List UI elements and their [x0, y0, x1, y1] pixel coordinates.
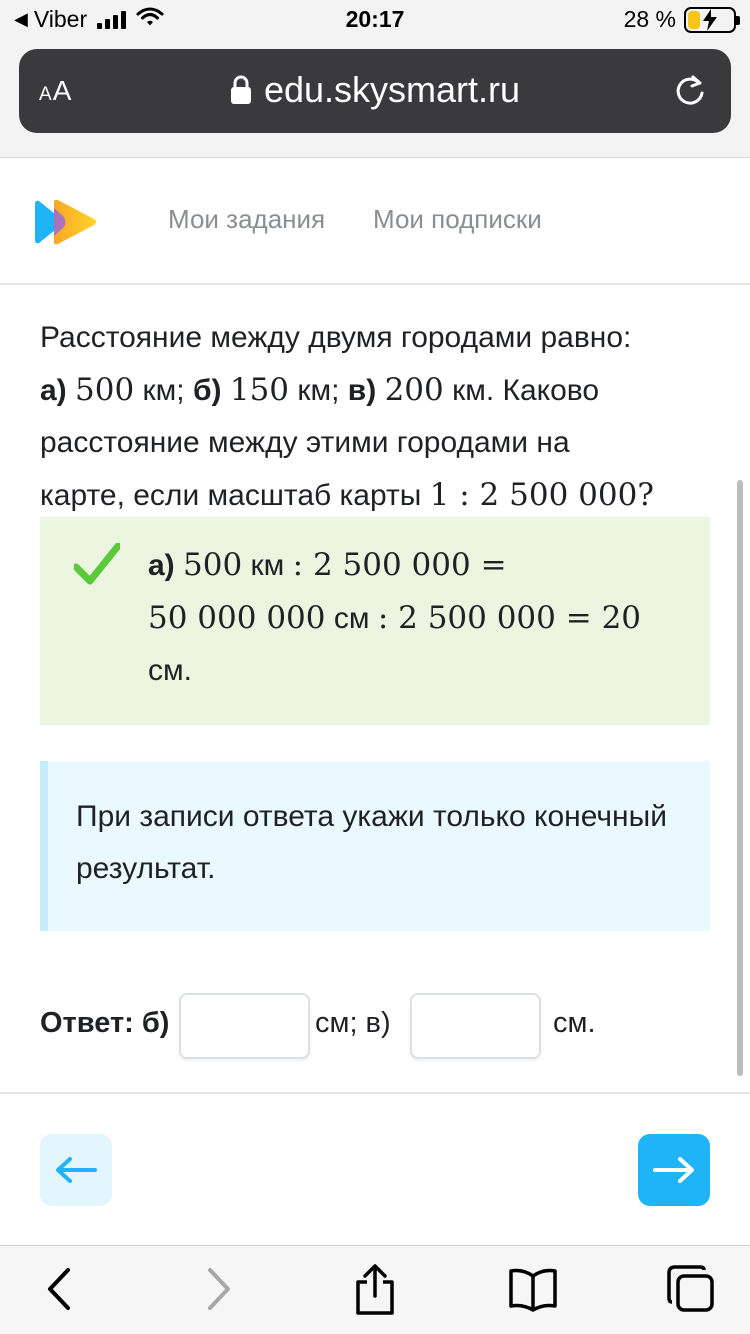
answer-middle-text: см; в) — [315, 1007, 391, 1039]
next-button[interactable] — [638, 1134, 710, 1206]
unit-km: км — [452, 374, 486, 407]
status-time: 20:17 — [345, 6, 405, 32]
url-text: edu.skysmart.ru — [263, 69, 521, 110]
question-line-1: Расстояние между двумя городами равно: — [40, 321, 632, 354]
battery-icon — [684, 7, 736, 33]
browser-chrome — [0, 44, 750, 158]
map-scale: 1 : 2 500 000 — [429, 477, 638, 513]
correct-answer-text — [148, 539, 688, 697]
answer-line-3: см. — [148, 654, 192, 687]
back-to-app-icon[interactable]: ◀ — [14, 9, 28, 29]
arrow-right-icon — [653, 1156, 695, 1184]
previous-button[interactable] — [40, 1134, 112, 1206]
answer-value: 500 — [183, 547, 243, 583]
site-header — [0, 158, 750, 285]
option-a-label: а) — [40, 374, 67, 407]
divider — [0, 1092, 750, 1094]
answer-value: 50 000 000 — [148, 600, 326, 636]
status-right — [624, 6, 736, 33]
answer-expression: : 2 500 000 = — [292, 547, 507, 583]
battery-percent: 28 % — [623, 6, 676, 32]
unit-km: км — [142, 374, 177, 407]
answer-expression: : 2 500 000 = 20 — [377, 600, 642, 636]
status-bar — [0, 0, 750, 44]
nav-my-subscriptions[interactable]: Мои подписки — [373, 204, 542, 234]
hint-text: При записи ответа укажи только конечный результат. — [76, 800, 667, 885]
question-line-4 — [40, 469, 720, 522]
battery-level — [688, 11, 700, 29]
option-b-label: б) — [192, 374, 222, 407]
tabs-icon[interactable] — [666, 1264, 716, 1314]
browser-toolbar — [0, 1245, 750, 1334]
answer-end-text: см. — [553, 1007, 596, 1039]
correct-answer-box — [40, 517, 710, 725]
nav-my-tasks[interactable]: Мои задания — [168, 204, 326, 234]
answer-line-2 — [148, 592, 688, 645]
question-mark: ? — [637, 477, 654, 513]
scrollbar[interactable] — [737, 480, 743, 1076]
question-word: Каково — [502, 374, 600, 407]
question-text — [40, 312, 720, 522]
share-icon[interactable] — [354, 1264, 396, 1316]
answer-input-c[interactable] — [410, 993, 541, 1059]
answer-a-label: а) — [148, 549, 175, 582]
back-icon[interactable] — [44, 1264, 74, 1314]
answer-row — [40, 993, 720, 1059]
carrier-label: Viber — [33, 6, 88, 32]
question-line-3: расстояние между этими городами на — [40, 426, 570, 459]
hint-box — [40, 761, 710, 931]
option-a-value: 500 — [75, 372, 135, 408]
option-c-label: в) — [347, 374, 377, 407]
arrow-left-icon — [55, 1156, 97, 1184]
forward-icon[interactable] — [204, 1264, 234, 1314]
option-c-value: 200 — [384, 372, 444, 408]
lock-icon — [230, 75, 252, 105]
address-bar[interactable] — [19, 49, 731, 133]
url-display[interactable] — [19, 69, 731, 111]
skysmart-logo-icon[interactable] — [32, 198, 98, 246]
unit-km: км — [250, 549, 285, 582]
bookmarks-icon[interactable] — [508, 1264, 558, 1314]
answer-input-b[interactable] — [179, 993, 310, 1059]
answer-label: Ответ: б) — [40, 1007, 170, 1039]
question-line-2: а) 500 км; б) 150 км; в) 200 км. Каково — [40, 372, 600, 408]
option-b-value: 150 — [229, 372, 290, 408]
unit-km: км — [297, 374, 332, 407]
question-line-4-text: карте, если масштаб карты — [40, 479, 422, 512]
unit-cm: см — [333, 602, 370, 635]
text-size-button[interactable]: AA — [39, 75, 73, 106]
reload-icon[interactable] — [673, 73, 707, 109]
answer-line-1 — [148, 539, 688, 592]
checkmark-icon — [74, 543, 120, 585]
